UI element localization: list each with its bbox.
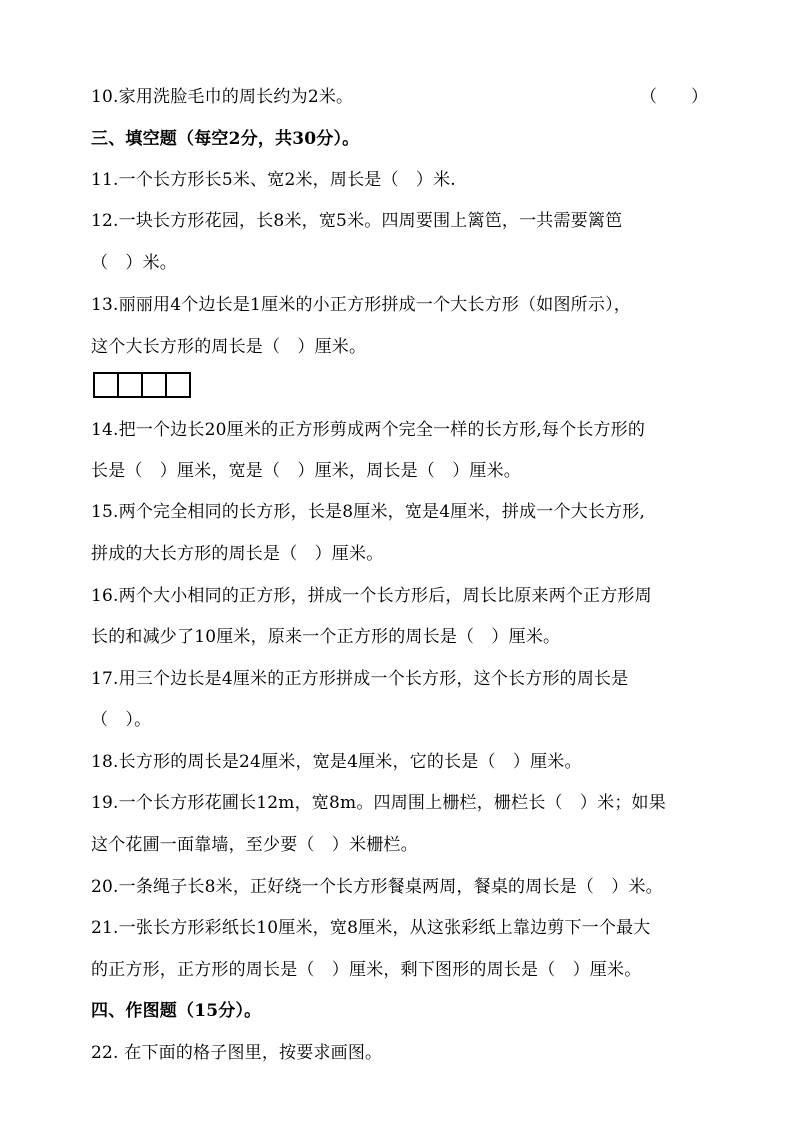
question-19-line-1: 19.一个长方形花圃长12m，宽8m。四周围上栅栏，栅栏长（ ）米；如果	[91, 793, 666, 813]
question-17-line-1: 17.用三个边长是4厘米的正方形拼成一个长方形，这个长方形的周长是	[91, 669, 629, 689]
section-heading-fill-in: 三、填空题（每空2分，共30分）。	[91, 129, 360, 149]
question-18: 18.长方形的周长是24厘米，宽是4厘米，它的长是（ ）厘米。	[91, 752, 582, 772]
section-heading-drawing: 四、作图题（15分）。	[91, 1001, 262, 1021]
question-21-line-2: 的正方形，正方形的周长是（ ）厘米，剩下图形的周长是（ ）厘米。	[91, 960, 642, 980]
question-15-line-2: 拼成的大长方形的周长是（ ）厘米。	[91, 544, 384, 564]
square-cell	[141, 372, 167, 398]
square-cell	[93, 372, 119, 398]
question-19-line-2: 这个花圃一面靠墙，至少要（ ）米栅栏。	[91, 835, 418, 855]
four-squares-figure	[93, 372, 189, 398]
question-16-line-1: 16.两个大小相同的正方形，拼成一个长方形后，周长比原来两个正方形周	[91, 586, 652, 606]
answer-parentheses: （ ）	[640, 87, 708, 107]
question-21-line-1: 21.一张长方形彩纸长10厘米，宽8厘米，从这张彩纸上靠边剪下一个最大	[91, 918, 651, 938]
square-cell	[165, 372, 191, 398]
question-14-line-1: 14.把一个边长20厘米的正方形剪成两个完全一样的长方形,每个长方形的	[91, 420, 646, 440]
question-13-line-2: 这个大长方形的周长是（ ）厘米。	[91, 337, 367, 357]
question-22: 22. 在下面的格子图里，按要求画图。	[91, 1043, 383, 1063]
question-20: 20.一条绳子长8米，正好绕一个长方形餐桌两周，餐桌的周长是（ ）米。	[91, 877, 663, 897]
question-13-line-1: 13.丽丽用4个边长是1厘米的小正方形拼成一个大长方形（如图所示），	[91, 295, 631, 315]
question-17-line-2: （ ）。	[91, 710, 152, 730]
question-10: 10.家用洗脸毛巾的周长约为2米。	[91, 87, 354, 107]
question-12-line-2: （ ）米。	[91, 253, 177, 273]
question-15-line-1: 15.两个完全相同的长方形，长是8厘米，宽是4厘米，拼成一个大长方形,	[91, 502, 646, 522]
question-11: 11.一个长方形长5米、宽2米，周长是（ ）米.	[91, 170, 456, 190]
question-16-line-2: 长的和减少了10厘米，原来一个正方形的周长是（ ）厘米。	[91, 627, 561, 647]
question-12-line-1: 12.一块长方形花园，长8米，宽5米。四周要围上篱笆，一共需要篱笆	[91, 211, 623, 231]
square-cell	[117, 372, 143, 398]
question-14-line-2: 长是（ ）厘米，宽是（ ）厘米，周长是（ ）厘米。	[91, 461, 521, 481]
